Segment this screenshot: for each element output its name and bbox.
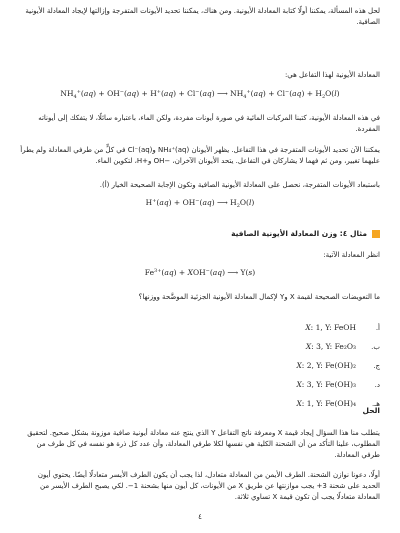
solution-paragraph-2: أولًا، دعونا نوازن الشحنة. الطرف الأيمن من المعادلة متعادل، لذا يجب أن يكون الطرف الأيسر متعادلًا أيضًا. يحتوي أيون الحديد على شحنة 3+ يجب موازنتها عن طريق X من الأيونات، كل أيون منها بشحنة 1−. لكي يصبح الطرف الأيسر من المعادلة متعادلًا يجب أن تكون قيمة X تساوي ثلاثة.: [37, 471, 380, 501]
ionic-equation: $NH_4^+(aq) + OH^-(aq) + H^+(aq) + Cl^-(aq)$ ⟶ $NH_4^+(aq) + Cl^-(aq) + H_2O(l)$: [60, 89, 340, 100]
ionic-equation-label: المعادلة الأيونية لهذا التفاعل هي:: [284, 71, 380, 79]
answer-option-d[interactable]: د. X: 3, Y: Fe(OH)₃: [296, 380, 380, 389]
solution-heading: الحل: [362, 406, 380, 415]
solution-paragraph-1: يتطلب منا هذا السؤال إيجاد قيمة X ومعرفة ناتج التفاعل Y الذي ينتج عنه معادلة أيونية صافية موزونة بشكل صحيح. لتحقيق المطلوب، علينا التأكد من أن الشحنة الكلية هي نفسها لكلا طرفي المعادلة، وأن عدد كل ذرة هو نفسه في كل طرف من طرفي المعادلة.: [27, 429, 380, 459]
answer-option-b[interactable]: ب. X: 3, Y: Fe₂O₃: [305, 342, 380, 351]
consider-equation-label: انظر المعادلة الآتية:: [323, 251, 380, 259]
document-page: [20, 0, 380, 533]
page-number: ٤: [198, 513, 202, 521]
example-title: مثال ٤: وزن المعادلة الأيونية الصافية: [231, 229, 367, 238]
intro-paragraph: لحل هذه المسألة، يمكننا أولًا كتابة المعادلة الأيونية. ومن هناك، يمكننا تحديد الأيونات المتفرجة وإزالتها لإيجاد المعادلة الأيونية الصافية.: [25, 7, 380, 26]
net-ionic-equation: H+(aq) + OH−(aq) ⟶ $H_2O(l)$: [145, 198, 255, 209]
partial-ionic-equation: $Fe^{3+}(aq) + XOH^-(aq)$ ⟶ Y(s): [144, 268, 256, 277]
answer-option-e[interactable]: هـ. X: 1, Y: Fe(OH)₄: [296, 399, 380, 408]
answer-option-c[interactable]: ج. X: 2, Y: Fe(OH)₂: [296, 361, 380, 370]
example-heading: [20, 229, 380, 238]
net-ionic-paragraph: باستبعاد الأيونات المتفرجة، نحصل على المعادلة الأيونية الصافية وتكون الإجابة الصحيحة الخيار (أ).: [99, 181, 380, 189]
question-paragraph: ما التعويضات الصحيحة لقيمة X وY لإكمال المعادلة الأيونية الجزئية الموضَّحة ووزنها؟: [138, 293, 380, 301]
answer-options: [220, 318, 380, 413]
example-marker-icon: [372, 230, 380, 238]
ionic-description-paragraph: في هذه المعادلة الأيونية، كتبنا المركبات المائية في صورة أيونات مفردة، ولكن الماء، باعتباره سائلًا، لا يتفكك إلى أيوناته المفردة.: [38, 114, 380, 133]
spectator-ions-paragraph: يمكننا الآن تحديد الأيونات المتفرجة في هذا التفاعل. يظهر الأيونان NH₄⁺(aq) وCl⁻(aq) في كلٍّ من طرفي المعادلة ولم يطرأ عليهما تغيير، ومن ثم فهما لا يشاركان في التفاعل. يتحد الأيونان الآخران، −OH و+H، لتكوين الماء.: [20, 146, 380, 165]
answer-option-a[interactable]: أ. X: 1, Y: FeOH: [305, 323, 380, 332]
